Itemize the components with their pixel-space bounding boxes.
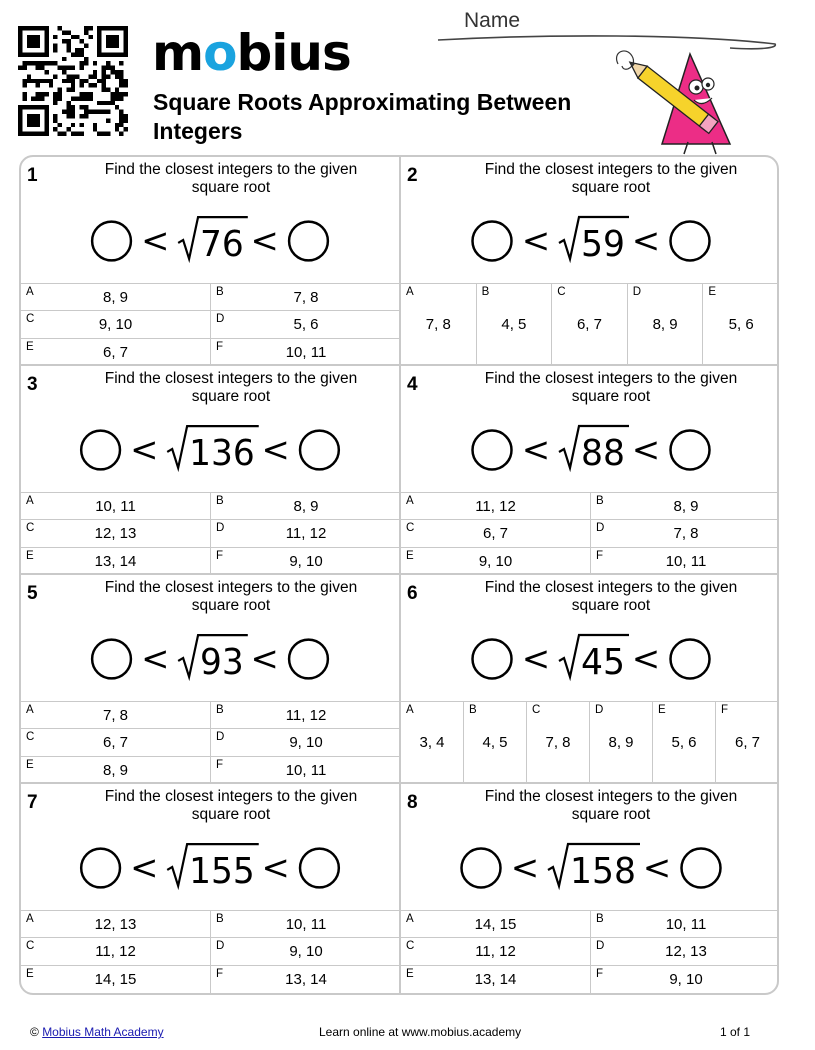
question-instruction: Find the closest integers to the given square root — [104, 370, 358, 405]
less-than-sign: < — [510, 848, 540, 888]
option-letter: E — [658, 704, 666, 716]
option-value: 9, 10 — [669, 970, 703, 988]
less-than-sign: < — [521, 221, 551, 261]
less-than-sign: < — [631, 430, 661, 470]
question-4 — [401, 366, 779, 575]
worksheet-title: Square Roots Approximating Between Integers — [153, 89, 572, 144]
question-instruction: Find the closest integers to the given square root — [484, 579, 738, 614]
option-c[interactable] — [21, 938, 211, 965]
option-e[interactable] — [21, 757, 211, 784]
option-letter: B — [216, 704, 224, 716]
footer-copyright: © Mobius Math Academy — [30, 1025, 164, 1039]
option-value: 8, 9 — [673, 498, 699, 515]
answer-circle-right[interactable] — [671, 431, 710, 470]
option-c[interactable] — [21, 729, 211, 756]
option-e[interactable] — [401, 548, 591, 575]
option-letter: C — [26, 731, 35, 744]
option-value: 5, 6 — [293, 316, 319, 334]
option-value: 6, 7 — [482, 525, 509, 543]
option-f[interactable] — [211, 339, 401, 366]
option-value: 10, 11 — [285, 761, 327, 779]
option-c[interactable] — [552, 284, 628, 365]
option-d[interactable] — [591, 938, 779, 965]
question-instruction: Find the closest integers to the given square root — [484, 161, 738, 196]
option-letter: E — [406, 967, 414, 980]
less-than-sign: < — [141, 638, 170, 678]
option-a[interactable] — [401, 702, 464, 783]
answer-circle-right[interactable] — [671, 222, 710, 261]
option-a[interactable] — [21, 702, 211, 729]
option-value: 7, 8 — [545, 734, 571, 751]
option-value: 11, 12 — [285, 707, 327, 724]
option-b[interactable] — [464, 702, 527, 783]
question-2 — [401, 157, 779, 366]
option-letter: F — [216, 758, 224, 771]
question-number: 3 — [27, 374, 38, 395]
less-than-sign: < — [631, 221, 661, 261]
option-letter: A — [406, 286, 414, 298]
option-letter: E — [26, 549, 34, 562]
option-value: 9, 10 — [289, 943, 323, 961]
option-e[interactable] — [703, 284, 779, 365]
answer-circle-right[interactable] — [289, 640, 328, 679]
radicand: 45 — [581, 642, 625, 683]
option-value: 12, 13 — [94, 525, 137, 543]
option-letter: C — [406, 522, 415, 535]
answer-circle-left[interactable] — [473, 640, 512, 679]
answer-circle-right[interactable] — [300, 431, 339, 470]
option-letter: D — [596, 940, 605, 953]
inequality-expression — [401, 420, 779, 476]
option-d[interactable] — [211, 520, 401, 547]
option-value: 13, 14 — [285, 970, 327, 988]
less-than-sign: < — [521, 430, 551, 470]
less-than-sign: < — [261, 429, 290, 469]
option-d[interactable] — [590, 702, 653, 783]
option-letter: C — [26, 522, 35, 535]
less-than-sign: < — [130, 429, 159, 469]
less-than-sign: < — [642, 848, 672, 888]
question-number: 7 — [27, 792, 38, 813]
option-letter: B — [596, 495, 604, 507]
option-value: 5, 6 — [728, 316, 754, 333]
inequality-expression — [401, 629, 779, 685]
option-letter: B — [481, 286, 490, 298]
option-value: 7, 8 — [673, 525, 699, 543]
option-letter: C — [26, 940, 35, 953]
option-value: 11, 12 — [285, 525, 327, 543]
question-6 — [401, 575, 779, 784]
option-letter: D — [632, 286, 642, 298]
answer-circle-left[interactable] — [81, 849, 120, 888]
question-number: 4 — [407, 374, 418, 395]
option-a[interactable] — [21, 911, 211, 938]
option-letter: E — [26, 758, 34, 771]
pencil-mascot-icon — [610, 42, 740, 157]
option-letter: A — [406, 704, 414, 716]
option-value: 4, 5 — [501, 316, 527, 333]
answer-circle-left[interactable] — [92, 640, 131, 679]
option-f[interactable] — [211, 757, 401, 784]
option-value: 6, 7 — [734, 734, 761, 751]
option-f[interactable] — [591, 966, 779, 993]
option-letter: B — [216, 495, 224, 507]
option-value: 13, 14 — [94, 552, 137, 570]
radicand: 136 — [189, 432, 255, 474]
option-b[interactable] — [211, 911, 401, 938]
question-instruction: Find the closest integers to the given square root — [104, 579, 358, 614]
answer-circle-left[interactable] — [473, 222, 512, 261]
less-than-sign: < — [521, 639, 551, 679]
question-instruction: Find the closest integers to the given square root — [104, 161, 358, 196]
answer-options — [21, 492, 399, 575]
option-value: 13, 14 — [474, 970, 517, 988]
option-letter: F — [216, 549, 224, 562]
option-letter: F — [596, 967, 604, 980]
question-instruction: Find the closest integers to the given square root — [104, 788, 358, 823]
answer-circle-left[interactable] — [473, 431, 512, 470]
option-c[interactable] — [21, 311, 211, 338]
radicand: 59 — [581, 224, 625, 265]
option-value: 7, 8 — [102, 707, 129, 724]
option-letter: B — [469, 704, 477, 716]
option-letter: D — [595, 704, 604, 716]
inequality-expression — [21, 838, 399, 894]
question-8 — [401, 784, 779, 993]
option-letter: D — [216, 940, 225, 953]
radicand: 88 — [581, 433, 625, 474]
question-instruction: Find the closest integers to the given square root — [484, 370, 738, 405]
option-value: 12, 13 — [665, 943, 707, 961]
less-than-sign: < — [261, 847, 290, 887]
option-d[interactable] — [211, 938, 401, 965]
inequality-expression — [21, 211, 399, 267]
option-letter: E — [406, 549, 414, 562]
answer-options — [401, 910, 779, 993]
qr-code — [18, 26, 128, 136]
option-letter: D — [216, 313, 225, 326]
answer-circle-left[interactable] — [81, 431, 120, 470]
option-d[interactable] — [628, 284, 704, 365]
option-letter: C — [406, 940, 415, 953]
option-b[interactable] — [591, 911, 779, 938]
less-than-sign: < — [130, 847, 159, 887]
option-value: 7, 8 — [425, 316, 451, 333]
inequality-expression — [401, 211, 779, 267]
less-than-sign: < — [631, 639, 661, 679]
option-value: 11, 12 — [475, 943, 516, 961]
answer-circle-right[interactable] — [289, 222, 328, 261]
option-letter: E — [708, 286, 717, 298]
option-b[interactable] — [211, 493, 401, 520]
option-value: 10, 11 — [95, 498, 136, 515]
option-letter: B — [216, 286, 224, 298]
radicand: 93 — [200, 641, 244, 683]
option-value: 4, 5 — [482, 734, 508, 751]
option-value: 12, 13 — [94, 916, 137, 933]
option-value: 14, 15 — [94, 970, 137, 988]
radicand: 158 — [570, 851, 636, 892]
option-c[interactable] — [401, 520, 591, 547]
option-a[interactable] — [401, 911, 591, 938]
answer-options — [21, 910, 399, 993]
option-b[interactable] — [211, 702, 401, 729]
option-value: 9, 10 — [289, 734, 323, 752]
option-letter: F — [216, 340, 224, 353]
option-letter: D — [216, 522, 225, 535]
option-value: 9, 10 — [98, 316, 133, 334]
option-value: 10, 11 — [665, 916, 707, 933]
option-value: 9, 10 — [289, 552, 323, 570]
option-c[interactable] — [401, 938, 591, 965]
question-5 — [21, 575, 401, 784]
inequality-expression — [401, 838, 779, 894]
option-letter: F — [216, 967, 224, 980]
name-label: Name — [464, 9, 521, 32]
option-value: 8, 9 — [293, 498, 319, 515]
option-letter: A — [26, 913, 34, 925]
option-value: 6, 7 — [102, 734, 129, 752]
option-letter: C — [26, 313, 35, 326]
option-value: 8, 9 — [652, 316, 678, 333]
question-number: 2 — [407, 165, 418, 186]
option-letter: C — [557, 286, 566, 298]
answer-options — [21, 701, 399, 784]
option-f[interactable] — [211, 548, 401, 575]
answer-circle-right[interactable] — [682, 849, 721, 888]
option-letter: A — [406, 913, 414, 925]
option-b[interactable] — [477, 284, 553, 365]
less-than-sign: < — [250, 638, 279, 678]
option-f[interactable] — [211, 966, 401, 993]
question-grid — [19, 155, 779, 995]
option-letter: F — [596, 549, 604, 562]
answer-circle-left[interactable] — [92, 222, 131, 261]
option-value: 10, 11 — [285, 343, 327, 361]
question-1 — [21, 157, 401, 366]
option-value: 7, 8 — [293, 289, 319, 306]
answer-circle-right[interactable] — [671, 640, 710, 679]
option-b[interactable] — [591, 493, 779, 520]
option-letter: A — [26, 286, 34, 298]
less-than-sign: < — [250, 220, 279, 260]
radicand: 155 — [189, 850, 255, 892]
option-letter: A — [26, 704, 34, 716]
option-e[interactable] — [401, 966, 591, 993]
option-e[interactable] — [653, 702, 716, 783]
option-value: 11, 12 — [95, 943, 136, 961]
answer-circle-left[interactable] — [462, 849, 501, 888]
option-value: 11, 12 — [475, 498, 516, 515]
option-value: 10, 11 — [285, 916, 327, 933]
question-number: 6 — [407, 583, 418, 604]
option-d[interactable] — [211, 729, 401, 756]
option-c[interactable] — [21, 520, 211, 547]
option-a[interactable] — [21, 493, 211, 520]
option-c[interactable] — [527, 702, 590, 783]
option-letter: D — [596, 522, 605, 535]
question-instruction: Find the closest integers to the given square root — [484, 788, 738, 823]
option-value: 8, 9 — [608, 734, 634, 751]
option-letter: E — [26, 340, 34, 353]
option-value: 3, 4 — [419, 734, 445, 751]
option-e[interactable] — [21, 966, 211, 993]
inequality-expression — [21, 629, 399, 685]
option-value: 5, 6 — [671, 734, 697, 751]
less-than-sign: < — [141, 220, 170, 260]
option-value: 6, 7 — [102, 343, 129, 361]
option-f[interactable] — [591, 548, 779, 575]
footer-learn-online: Learn online at www.mobius.academy — [319, 1025, 522, 1039]
option-letter: C — [532, 704, 541, 716]
option-e[interactable] — [21, 548, 211, 575]
option-letter: B — [216, 913, 224, 925]
answer-options — [401, 283, 779, 366]
option-letter: A — [406, 495, 414, 507]
option-value: 6, 7 — [576, 316, 602, 333]
option-d[interactable] — [211, 311, 401, 338]
mobius-logo: mobius — [152, 24, 351, 82]
option-f[interactable] — [716, 702, 779, 783]
option-letter: A — [26, 495, 34, 507]
answer-options — [401, 701, 779, 784]
option-value: 9, 10 — [478, 552, 513, 570]
option-e[interactable] — [21, 339, 211, 366]
radicand: 76 — [200, 223, 244, 265]
question-7 — [21, 784, 401, 993]
question-3 — [21, 366, 401, 575]
option-value: 8, 9 — [102, 289, 129, 306]
option-d[interactable] — [591, 520, 779, 547]
option-value: 14, 15 — [474, 916, 517, 933]
option-value: 8, 9 — [102, 761, 129, 779]
question-number: 8 — [407, 792, 418, 813]
footer-page-number: 1 of 1 — [720, 1025, 751, 1039]
option-a[interactable] — [21, 284, 211, 311]
academy-link[interactable]: Mobius Math Academy — [42, 1025, 164, 1039]
option-a[interactable] — [401, 493, 591, 520]
answer-options — [21, 283, 399, 366]
inequality-expression — [21, 420, 399, 476]
option-value: 10, 11 — [665, 552, 707, 570]
option-letter: B — [596, 913, 604, 925]
option-letter: D — [216, 731, 225, 744]
answer-options — [401, 492, 779, 575]
option-letter: F — [721, 704, 729, 716]
answer-circle-right[interactable] — [300, 849, 339, 888]
option-letter: E — [26, 967, 34, 980]
option-b[interactable] — [211, 284, 401, 311]
option-a[interactable] — [401, 284, 477, 365]
question-number: 5 — [27, 583, 38, 604]
question-number: 1 — [27, 165, 38, 186]
